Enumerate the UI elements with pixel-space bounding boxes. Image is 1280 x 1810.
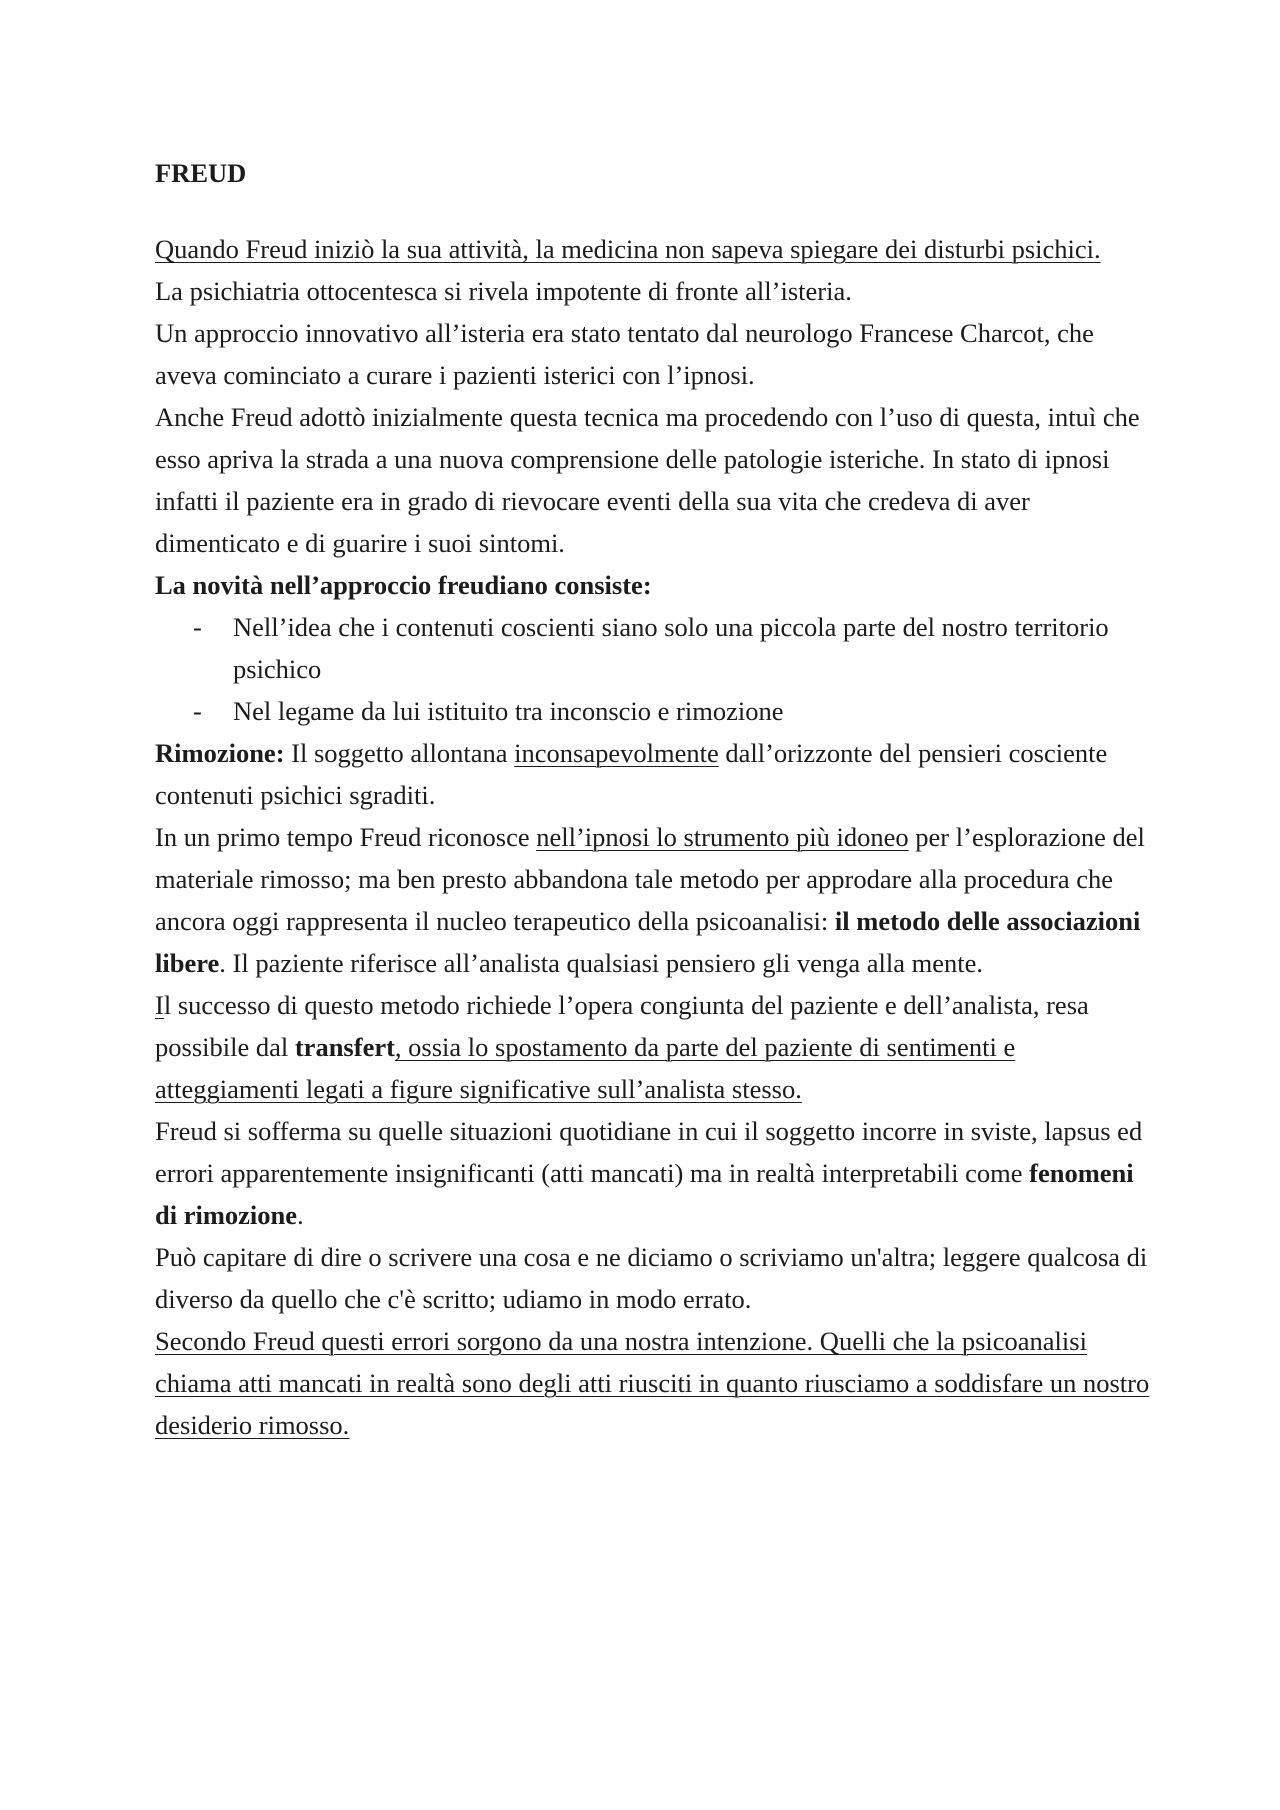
novita-heading — [155, 564, 1155, 606]
paragraph-conclusione — [155, 1320, 1155, 1446]
text-span: In un primo tempo Freud riconosce — [155, 822, 537, 852]
paragraph-transfert — [155, 984, 1155, 1110]
text-span: . Il paziente riferisce all’analista qualsiasi pensiero gli venga alla mente. — [219, 948, 984, 978]
novita-list — [155, 606, 1155, 732]
underlined-text: nell’ipnosi lo strumento più idoneo — [536, 822, 909, 852]
list-item: - Nel legame da lui istituito tra inconscio e rimozione — [233, 690, 1155, 732]
underlined-text: Secondo Freud questi errori sorgono da una nostra intenzione. Quelli che la psicoanalisi chiama atti mancati in realtà sono degli atti riusciti in quanto riusciamo a soddisfare un nostro desiderio rimosso. — [155, 1326, 1150, 1440]
paragraph-atti-mancati — [155, 1110, 1155, 1236]
paragraph-ipnosi-freud: Anche Freud adottò inizialmente questa tecnica ma procedendo con l’uso di questa, intuì che esso apriva la strada a una nuova comprensione delle patologie isteriche. In stato di ipnosi infatti il paziente era in grado di rievocare eventi della sua vita che credeva di aver dimenticato e di guarire i suoi sintomi. — [155, 402, 1140, 558]
underlined-text: Quando Freud iniziò la sua attività, la medicina non sapeva spiegare dei disturbi psichici. — [155, 234, 1101, 264]
paragraph-rimozione — [155, 732, 1155, 816]
text-span: per l’esplorazione del materiale rimosso; ma ben presto abbandona tale metodo per approdare alla procedura che ancora oggi rappresenta il nucleo terapeutico della psicoanalisi: — [155, 822, 1145, 936]
text-span: . — [297, 1200, 304, 1230]
bold-text: il metodo delle associazioni libere — [155, 906, 1141, 978]
underlined-text: I — [155, 990, 164, 1020]
rimozione-label: Rimozione: — [155, 738, 285, 768]
text-span: Freud si sofferma su quelle situazioni quotidiane in cui il soggetto incorre in sviste, lapsus ed errori apparentemente insignificanti (atti mancati) ma in realtà interpretabili come — [155, 1116, 1143, 1188]
bold-text: fenomeni di rimozione — [155, 1158, 1134, 1230]
text-span: Il soggetto allontana — [284, 738, 515, 768]
list-item: - Nell’idea che i contenuti coscienti siano solo una piccola parte del nostro territorio psichico — [233, 606, 1155, 690]
document-page — [155, 148, 1155, 1446]
paragraph-intro — [155, 228, 1155, 270]
text-span: dall’orizzonte del pensieri cosciente contenuti psichici sgraditi. — [155, 738, 1108, 810]
underlined-text: inconsapevolmente — [514, 738, 719, 768]
paragraph-metodo — [155, 816, 1155, 984]
paragraph-esempi: Può capitare di dire o scrivere una cosa e ne diciamo o scriviamo un'altra; leggere qualcosa di diverso da quello che c'è scritto; udiamo in modo errato. — [155, 1242, 1148, 1314]
bold-text: transfert — [294, 1032, 395, 1062]
document-title: FREUD — [155, 158, 247, 188]
paragraph-charcot: Un approccio innovativo all’isteria era stato tentato dal neurologo Francese Charcot, che aveva cominciato a curare i pazienti isterici con l’ipnosi. — [155, 318, 1094, 390]
text-span: l successo di questo metodo richiede l’opera congiunta del paziente e dell’analista, resa possibile dal — [155, 990, 1089, 1062]
bold-text: La novità nell’approccio freudiano consiste: — [155, 570, 652, 600]
underlined-text: , ossia lo spostamento da parte del paziente di sentimenti e atteggiamenti legati a figure significative sull’analista stesso. — [155, 1032, 1016, 1104]
paragraph-psichiatria: La psichiatria ottocentesca si rivela impotente di fronte all’isteria. — [155, 276, 852, 306]
